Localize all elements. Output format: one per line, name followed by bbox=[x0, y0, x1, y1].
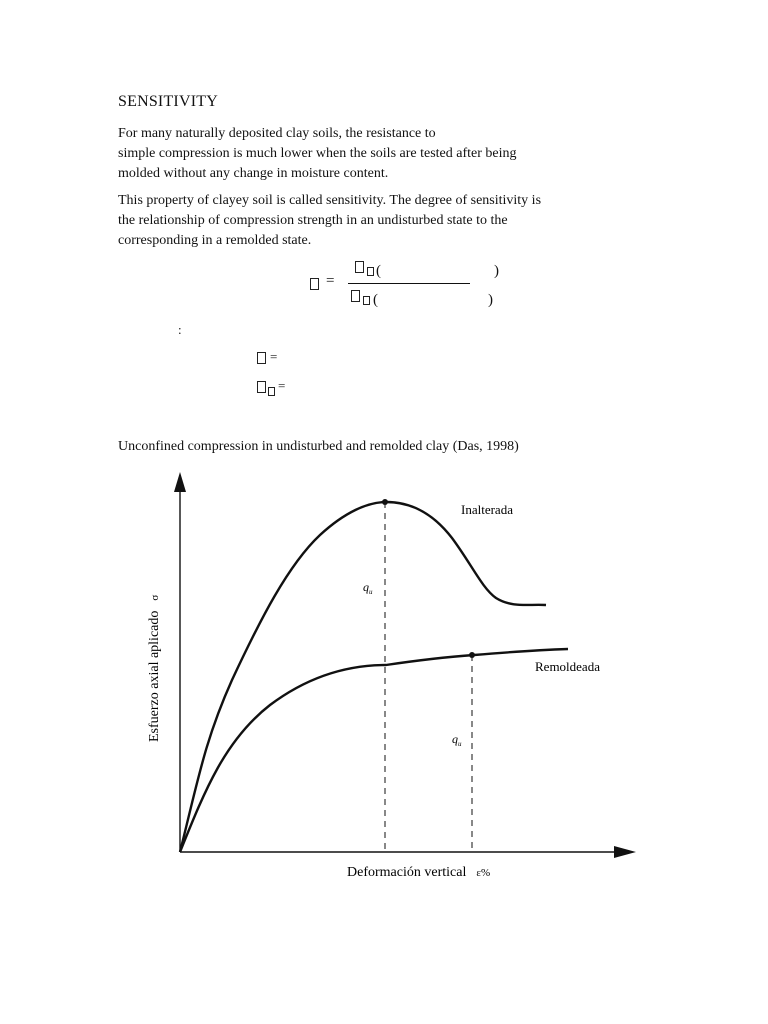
x-axis-label-symbol: ε% bbox=[476, 867, 491, 879]
paragraph-1-line: simple compression is much lower when the soils are tested after being bbox=[118, 146, 517, 161]
numerator-paren-close: ) bbox=[494, 263, 499, 279]
where-colon: : bbox=[178, 322, 182, 337]
y-axis-arrow bbox=[174, 472, 186, 492]
definition-equals: = bbox=[278, 378, 286, 393]
undisturbed-curve bbox=[180, 502, 546, 852]
numerator-paren-open: ( bbox=[376, 263, 381, 279]
x-axis-arrow bbox=[614, 846, 636, 858]
y-axis-label bbox=[147, 595, 162, 742]
y-axis-label-text: Esfuerzo axial aplicado bbox=[147, 610, 162, 742]
x-axis-label-text: Deformación vertical bbox=[347, 865, 467, 880]
annotation-qu-subscript: u bbox=[458, 740, 462, 748]
annotation-qu-letter: q bbox=[363, 580, 369, 594]
denominator-paren-close: ) bbox=[488, 292, 493, 308]
annotation-qu-letter: q bbox=[452, 732, 458, 746]
paragraph-2-line: corresponding in a remolded state. bbox=[118, 233, 312, 248]
series-label-undisturbed: Inalterada bbox=[461, 502, 513, 517]
annotation-qu-remolded bbox=[452, 732, 462, 748]
y-axis-label-symbol: σ bbox=[149, 594, 161, 601]
denominator-paren-open: ( bbox=[373, 292, 378, 308]
figure-caption: Unconfined compression in undisturbed and remolded clay (Das, 1998) bbox=[118, 439, 519, 454]
x-axis-label bbox=[347, 865, 490, 880]
paragraph-2-line: the relationship of compression strength in an undisturbed state to the bbox=[118, 213, 508, 228]
annotation-qu-subscript: u bbox=[369, 588, 373, 596]
series-label-remolded: Remoldeada bbox=[535, 659, 600, 674]
paragraph-1-line: For many naturally deposited clay soils, the resistance to bbox=[118, 126, 436, 141]
definition-equals: = bbox=[270, 349, 278, 364]
formula-equals: = bbox=[326, 273, 335, 289]
paragraph-1-line: molded without any change in moisture content. bbox=[118, 166, 389, 181]
paragraph-2-line: This property of clayey soil is called sensitivity. The degree of sensitivity is bbox=[118, 193, 542, 208]
annotation-qu-undisturbed bbox=[363, 580, 373, 596]
section-heading: SENSITIVITY bbox=[118, 93, 218, 110]
remolded-curve bbox=[180, 649, 568, 852]
